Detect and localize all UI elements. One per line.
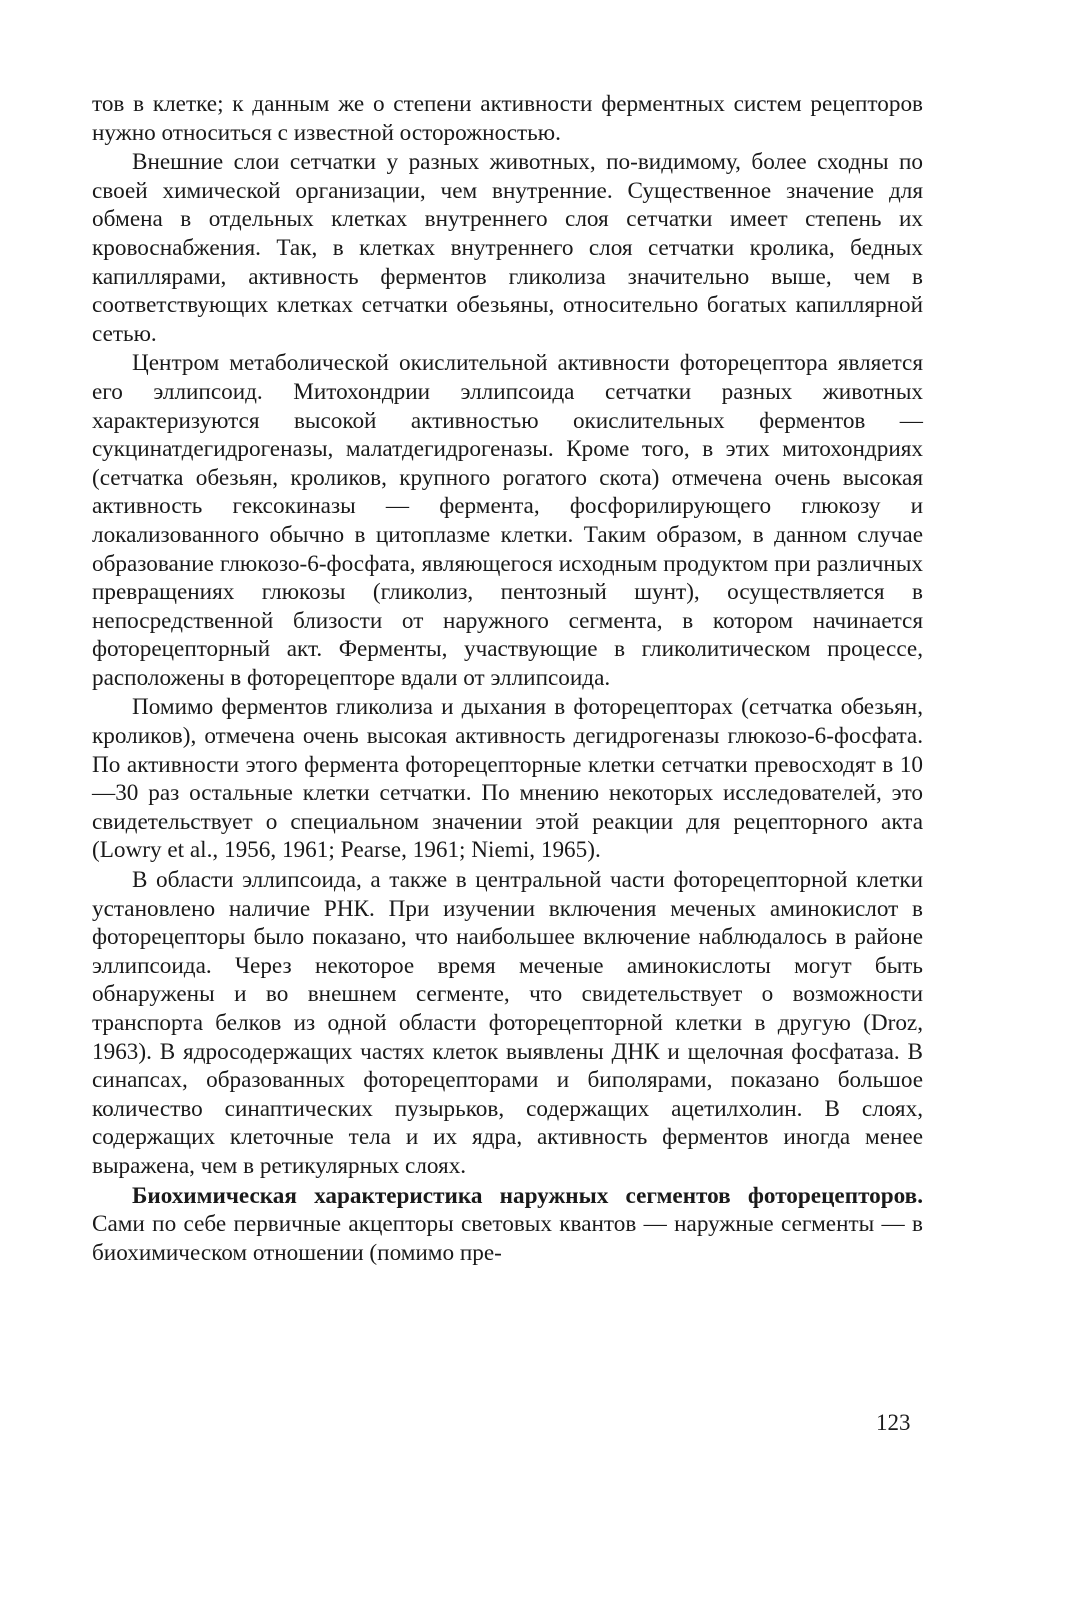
page-number: 123 — [876, 1410, 911, 1435]
paragraph-6 — [92, 1182, 923, 1268]
paragraph-1: тов в клетке; к данным же о степени активности ферментных систем рецепторов нужно относиться с известной осторожностью. — [92, 91, 923, 146]
paragraph-4: Помимо ферментов гликолиза и дыхания в фоторецепторах (сетчатка обезьян, кроликов), отмечена очень высокая активность дегидрогеназы глюкозо-6-фосфата. По активности этого фермента фоторецепторные клетки сетчатки превосходят в 10—30 раз остальные клетки сетчатки. По мнению некоторых исследователей, это свидетельствует о специальном значении этой реакции для рецепторного акта (Lowry et al., 1956, 1961; Pearse, 1961; Niemi, 1965). — [92, 694, 923, 864]
paragraph-6-text: Сами по себе первичные акцепторы световых квантов — наружные сегменты — в биохимическом отношении (помимо пре- — [92, 1211, 923, 1266]
paragraph-5: В области эллипсоида, а также в центральной части фоторецепторной клетки установлено наличие РНК. При изучении включения меченых аминокислот в фоторецепторы было показано, что наибольшее включение наблюдалось в районе эллипсоида. Через некоторое время меченые аминокислоты могут быть обнаружены и во внешнем сегменте, что свидетельствует о возможности транспорта белков из одной области фоторецепторной клетки в другую (Droz, 1963). В ядросодержащих частях клеток выявлены ДНК и щелочная фосфатаза. В синапсах, образованных фоторецепторами и биполярами, показано большое количество синаптических пузырьков, содержащих ацетилхолин. В слоях, содержащих клеточные тела и их ядра, активность ферментов иногда менее выражена, чем в ретикулярных слоях. — [92, 867, 923, 1179]
paragraph-3: Центром метаболической окислительной активности фоторецептора является его эллипсоид. Митохондрии эллипсоида сетчатки разных животных характеризуются высокой активностью окислительных ферментов — сукцинатдегидрогеназы, малатдегидрогеназы. Кроме того, в этих митохондриях (сетчатка обезьян, кроликов, крупного рогатого скота) отмечена очень высокая активность гексокиназы — фермента, фосфорилирующего глюкозу и локализованного обычно в цитоплазме клетки. Таким образом, в данном случае образование глюкозо-6-фосфата, являющегося исходным продуктом при различных превращениях глюкозы (гликолиз, пентозный шунт), осуществляется в непосредственной близости от наружного сегмента, в котором начинается фоторецепторный акт. Ферменты, участвующие в гликолитическом процессе, расположены в фоторецепторе вдали от эллипсоида. — [92, 350, 923, 691]
section-heading: Биохимическая характеристика наружных сегментов фоторецепторов. — [132, 1182, 923, 1209]
paragraph-2: Внешние слои сетчатки у разных животных, по-видимому, более сходны по своей химической организации, чем внутренние. Существенное значение для обмена в отдельных клетках внутреннего слоя сетчатки имеет степень их кровоснабжения. Так, в клетках внутреннего слоя сетчатки кролика, бедных капиллярами, активность ферментов гликолиза значительно выше, чем в соответствующих клетках сетчатки обезьяны, относительно богатых капиллярной сетью. — [92, 149, 923, 347]
page-body — [92, 90, 923, 1267]
